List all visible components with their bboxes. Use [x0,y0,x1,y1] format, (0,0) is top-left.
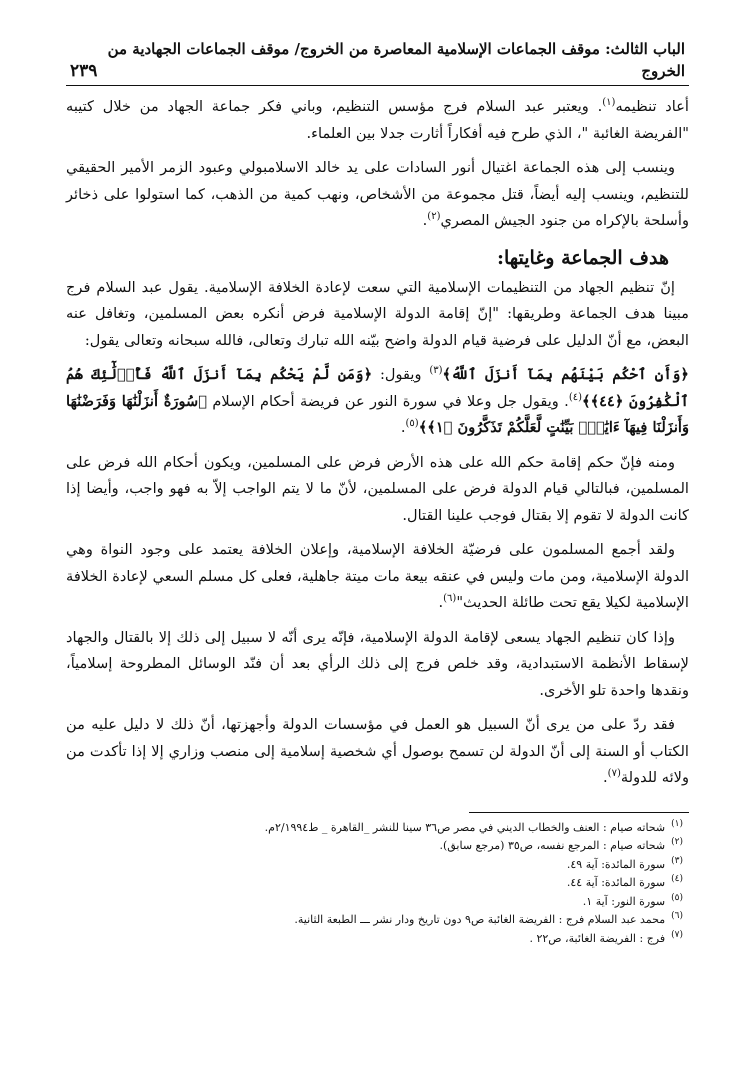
footnote-ref-4[interactable]: (٤) [568,391,583,403]
footnote-1 [66,819,683,838]
body-text [66,94,689,792]
footnote-number: (٦) [671,911,683,922]
running-header [66,38,689,86]
footnote-number: (٢) [671,837,683,848]
paragraph-3 [66,275,689,355]
paragraph-8 [66,712,689,792]
footnote-ref-2[interactable]: (٢) [427,211,441,223]
footnote-6 [66,911,683,930]
footnote-number: (٧) [671,929,683,940]
footnote-text: سورة المائدة: آية ٤٤. [566,876,666,889]
paragraph-1 [66,94,689,147]
quran-verse-2: ﴿وَمَن لَّمْ يَحْكُم بِمَآ أَنزَلَ ٱللَّهُ فَأُو۟لَٰٓئِكَ هُمُ ٱلْكَٰفِرُونَ ﴿٤٤﴾﴾ [66,366,689,410]
footnote-2 [66,837,683,856]
paragraph-text: . [400,419,406,436]
paragraph-text: . [422,212,428,229]
footnote-7 [66,930,683,949]
footnote-text: سورة النور: آية ١. [582,894,666,908]
footnote-number: (١) [671,818,683,829]
footnote-4 [66,874,683,893]
paragraph-text: ويقول: [372,366,430,383]
paragraph-5 [66,450,689,530]
paragraph-text: إنّ تنظيم الجهاد من التنظيمات الإسلامية التي سعت لإعادة الخلافة الإسلامية. يقول عبد السلام فرج مبينا هدف الجماعة وطريقها: "إنّ إقامة الدولة الإسلامية فرض أنكره بعض المسلمين، وتغافل عنه البعض، مع أنّ الدليل على فرضية قيام الدولة واضح بيّنه الله تبارك وتعالى، فالله سبحانه وتعالى يقول: [66,278,689,349]
footnote-ref-3[interactable]: (٣) [429,365,443,377]
footnote-number: (٥) [671,892,683,903]
paragraph-text: ومنه فإنّ حكم إقامة حكم الله على هذه الأرض فرض على المسلمين، ويكون أحكام الله فرض على المسلمين، فبالتالي قيام الدولة فرض على المسلمين، لأنّ ما لا يتم الواجب إلاّ به فهو واجب، وأيضا إذا كانت الدولة لا تقوم إلا بقتال فوجب علينا القتال. [66,453,689,524]
footnote-number: (٣) [671,855,683,866]
page-number: ٢٣٩ [70,61,98,81]
paragraph-text: . ويقول جل وعلا في سورة النور عن فريضة أحكام الإسلام [207,392,569,410]
paragraph-4-quran [66,362,689,442]
footnote-5 [66,893,683,912]
paragraph-text: أعاد تنظيمه [615,98,689,115]
paragraph-text: فقد ردّ على من يرى أنّ السبيل هو العمل في مؤسسات الدولة وأجهزتها، أنّ ذلك لا دليل عليه من الكتاب أو السنة إلى أنّ الدولة لن تسمح بوصول أي شخصية إسلامية إلى منصب وزاري إلا إذا تأكدت من ولائه للدولة [66,716,689,786]
footnote-text: سورة المائدة: آية ٤٩. [566,857,666,871]
section-heading: هدف الجماعة وغايتها: [496,246,669,269]
footnotes [66,819,689,949]
paragraph-7 [66,625,689,705]
paragraph-6 [66,537,689,617]
footnote-ref-7[interactable]: (٧) [607,768,621,780]
paragraph-text: . ويعتبر عبد السلام فرج مؤسس التنظيم، وباني فكر جماعة الجهاد من خلال كتيبه "الفريضة الغائبة "، الذي طرح فيه أفكاراً أثارت جدلا بين العلماء. [66,98,689,142]
paragraph-text: . [603,769,608,786]
paragraph-text: ولقد أجمع المسلمون على فرضيّة الخلافة الإسلامية، وإعلان الخلافة يعتمد على وجود النواة وهي الدولة الإسلامية، ومن مات وليس في عنقه بيعة مات ميتة جاهلية، فعلى كل مسلم السعي لإعادة الخلافة الإسلامية لكيلا يقع تحت طائلة الحديث" [66,541,689,611]
footnote-text: فرج : الفريضة الغائبة، ص٢٢ . [529,931,666,945]
footnote-number: (٤) [671,874,683,885]
quran-verse-1: ﴿وَأَنِ ٱحْكُم بَيْنَهُم بِمَآ أَنزَلَ ٱللَّهُ﴾ [442,366,689,383]
paragraph-text: وإذا كان تنظيم الجهاد يسعى لإقامة الدولة الإسلامية، فإنّه يرى أنّه لا سبيل إلى ذلك إلا بالقتال والجهاد لإسقاط الأنظمة الاستبدادية، وقد خلص فرج إلى ذلك الرأي بعد أن فنّد الوسائل المطروحة إسلامياً، ونقدها واحدة تلو الأخرى. [66,628,689,699]
paragraph-2 [66,155,689,235]
paragraph-text: وينسب إلى هذه الجماعة اغتيال أنور السادات على يد خالد الاسلامبولي وعبود الزمر الأمير الحقيقي للتنظيم، وينسب إليه أيضاً، قتل مجموعة من الأشخاص، ونهب كمية من الذهب، كما استولوا على ذخائر وأسلحة بالإكراه من جنود الجيش المصري [66,159,689,229]
footnote-text: شحاته صيام : العنف والخطاب الديني في مصر ص٣٦ سينا للنشر _القاهرة _ ط٢/١٩٩٤م. [264,820,666,834]
footnote-text: شحاته صيام : المرجع نفسه، ص٣٥ (مرجع سابق). [439,839,666,852]
quran-verse-3: ﴿سُورَةٌ أَنزَلْنَٰهَا وَفَرَضْنَٰهَا وَأَنزَلْنَا فِيهَآ ءَايَٰتٍۭ بَيِّنَٰتٍ لَّعَلَّكُمْ تَذَكَّرُونَ ﴿١﴾﴾ [66,392,689,436]
header-title: الباب الثالث: موقف الجماعات الإسلامية المعاصرة من الخروج/ موقف الجماعات الجهادية من الخروج [107,40,685,80]
footnote-ref-5[interactable]: (٥) [405,418,419,430]
footnote-ref-1[interactable]: (١) [602,97,616,109]
footnote-text: محمد عبد السلام فرج : الفريضة الغائبة ص٩ دون تاريخ ودار نشر ـــ الطبعة الثانية. [294,913,666,926]
footnote-ref-6[interactable]: (٦) [443,593,457,605]
footnote-3 [66,856,683,875]
footnote-divider [469,812,689,813]
paragraph-text: . [438,594,444,611]
